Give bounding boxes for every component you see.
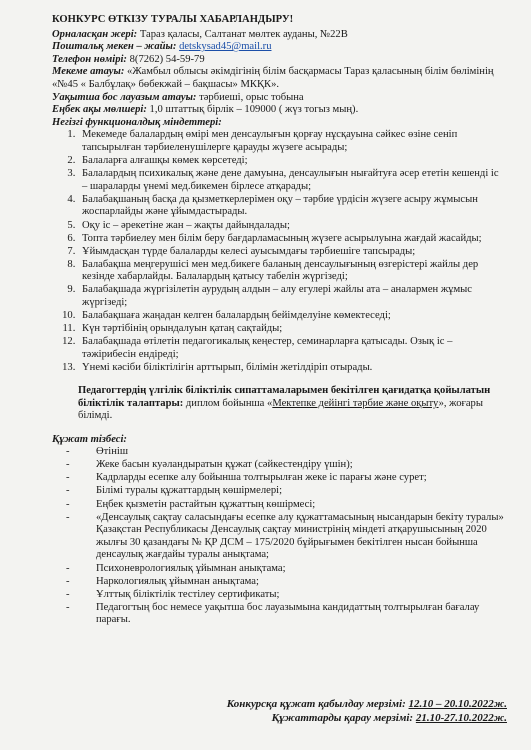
list-item <box>66 576 505 589</box>
phone-row <box>52 54 505 67</box>
submission-dates: 12.10 – 20.10.2022ж. <box>408 698 507 710</box>
list-item <box>66 485 505 498</box>
list-item-text: Наркологиялық ұйымнан анықтама; <box>96 575 259 587</box>
list-item: 9. Балабақшада жүргізілетін аурудың алдын – алу егулері жайлы ата – аналармен жұмыс жүргізеді; <box>78 284 505 309</box>
dash-marker: - <box>66 562 70 574</box>
documents-list <box>52 446 505 627</box>
list-item-text: Еңбек қызметін растайтын құжаттың көшірмесі; <box>96 498 316 510</box>
vacancy-value: тәрбиеші, орыс тобына <box>196 91 304 103</box>
email-row <box>52 41 505 54</box>
list-item: 2. Балаларға алғашқы көмек көрсетеді; <box>78 155 505 168</box>
qualification-specialty: Мектепке дейінгі тәрбие және оқыту <box>272 397 439 409</box>
dash-marker: - <box>66 472 70 484</box>
list-item: 7. Ұйымдасқан түрде балаларды келесі ауысымдағы тәрбиешіге тапсырады; <box>78 246 505 259</box>
list-item: 8. Балабақша меңгерушісі мен мед.бикеге баланың денсаулығының өзгерістері жайлы дер кезінде хабарлайды. Балалардың қатысу табелін жүргізеді; <box>78 259 505 284</box>
vacancy-row <box>52 92 505 105</box>
list-item <box>66 512 505 562</box>
dash-marker: - <box>66 446 70 458</box>
dash-marker: - <box>66 459 70 471</box>
list-item-text: Психоневрологиялық ұйымнан анықтама; <box>96 562 286 574</box>
duties-heading: Негізгі функционалдық міндеттері: <box>52 116 222 128</box>
page-title: КОНКУРС ӨТКІЗУ ТУРАЛЫ ХАБАРЛАНДЫРУ! <box>52 14 294 25</box>
salary-row <box>52 104 505 117</box>
list-item-text: Жеке басын куәландыратын құжат (сәйкестендіру үшін); <box>96 459 353 471</box>
documents-heading: Құжат тізбесі: <box>52 433 127 445</box>
list-item <box>66 602 505 627</box>
email-label: Поштальқ мекен – жайы: <box>52 41 177 53</box>
location-row <box>52 29 505 42</box>
list-item-text: Өтініш <box>96 446 128 458</box>
deadlines-block <box>227 697 507 725</box>
review-label: Құжаттарды қарау мерзімі: <box>271 712 416 724</box>
phone-label: Телефон нөмірі: <box>52 53 127 65</box>
dash-marker: - <box>66 511 70 523</box>
institution-label: Мекеме атауы: <box>52 66 125 78</box>
qualification-label: Педагогтердің үлгілік біліктілік сипаттамаларымен бекітілген қағидатқа қойылатын біліктілік талаптары: <box>78 385 491 409</box>
qualification-post: », жоғары білімді. <box>78 397 483 422</box>
list-item-text: Педагогтың бос немесе уақытша бос лауазымына кандидаттың толтырылған бағалау парағы. <box>96 601 480 626</box>
list-item: 11. Күн тәртібінің орындалуын қатаң сақтайды; <box>78 323 505 336</box>
phone-value: 8(7262) 54-59-79 <box>126 53 205 65</box>
list-item-text: Ұлттық біліктілік тестілеу сертификаты; <box>96 588 280 600</box>
list-item <box>66 563 505 576</box>
institution-value: «Жамбыл облысы әкімдігінің білім басқармасы Тараз қаласының білім бөлімінің «№45 « Балбұлақ» бөбекжай – бақшасы» МКҚК». <box>52 66 494 90</box>
dash-marker: - <box>66 498 70 510</box>
list-item: 4. Балабақшаның басқа да қызметкерлерімен оқу – тәрбие үрдісін жүзеге асыру жұмысын жоспарлайды және ұйымдастырады. <box>78 194 505 219</box>
qualification-pre: диплом бойынша « <box>183 397 273 409</box>
review-deadline <box>227 711 507 725</box>
list-item: 13. Үнемі кәсіби біліктілігін арттырып, білімін жетілдіріп отырады. <box>78 362 505 375</box>
location-label: Орналасқан жері: <box>52 28 138 40</box>
list-item-text: «Денсаулық сақтау саласындағы есепке алу құжаттамасының нысандарын бекіту туралы» Қазақстан Республикасы Денсаулық сақтау министрінің міндеті атқарушысының 2020 жылғы 30 қазандағы № ҚР ДСМ – 175/2020 бұйрығымен бекітілген нысан бойынша денсаулық жағдайы туралы анықтама; <box>96 511 504 561</box>
list-item: 1. Мекемеде балалардың өмірі мен денсаулығын қорғау нұсқауына сәйкес өзіне сеніп тапсырылған тәрбиеленушілерге қарауды жүзеге асырады; <box>78 129 505 154</box>
dash-marker: - <box>66 485 70 497</box>
list-item: 12. Балабақшада өтілетін педагогикалық кеңестер, семинарларға қатысады. Озық іс – тәжірибесін ендіреді; <box>78 336 505 361</box>
dash-marker: - <box>66 575 70 587</box>
submission-deadline <box>227 697 507 711</box>
dash-marker: - <box>66 601 70 613</box>
list-item: 6. Топта тәрбиелеу мен білім беру бағдарламасының жүзеге асырылуына жағдай жасайды; <box>78 233 505 246</box>
duties-list <box>52 129 505 374</box>
list-item-text: Білімі туралы құжаттардың көшірмелері; <box>96 485 283 497</box>
list-item <box>66 589 505 602</box>
list-item: 10. Балабақшаға жаңадан келген балалардың бейімделуіне көмектеседі; <box>78 310 505 323</box>
list-item <box>66 499 505 512</box>
dash-marker: - <box>66 588 70 600</box>
submission-label: Конкурсқа құжат қабылдау мерзімі: <box>226 698 409 710</box>
list-item: 3. Балалардың психикалық және дене дамуына, денсаулығын нығайтуға әсер ететін кешенді іс – шараларды үнемі мед.бикемен бірлесе атқарады; <box>78 168 505 193</box>
institution-row <box>52 66 505 91</box>
list-item <box>66 459 505 472</box>
list-item: 5. Оқу іс – әрекетіне жан – жақты дайындалады; <box>78 220 505 233</box>
qualification-requirements <box>52 385 505 423</box>
review-dates: 21.10-27.10.2022ж. <box>415 712 507 724</box>
email-link[interactable]: detskysad45@mail.ru <box>179 41 272 53</box>
list-item-text: Кадрларды есепке алу бойынша толтырылған жеке іс парағы және сурет; <box>96 472 427 484</box>
salary-value: 1,0 штаттық бірлік – 109000 ( жүз тогыз мың). <box>146 104 359 116</box>
location-value: Тараз қаласы, Салтанат мөлтек ауданы, №22В <box>137 28 348 40</box>
list-item <box>66 446 505 459</box>
salary-label: Еңбек ақы мөлшері: <box>52 104 147 116</box>
vacancy-label: Уақытша бос лауазым атауы: <box>52 91 197 103</box>
list-item <box>66 472 505 485</box>
